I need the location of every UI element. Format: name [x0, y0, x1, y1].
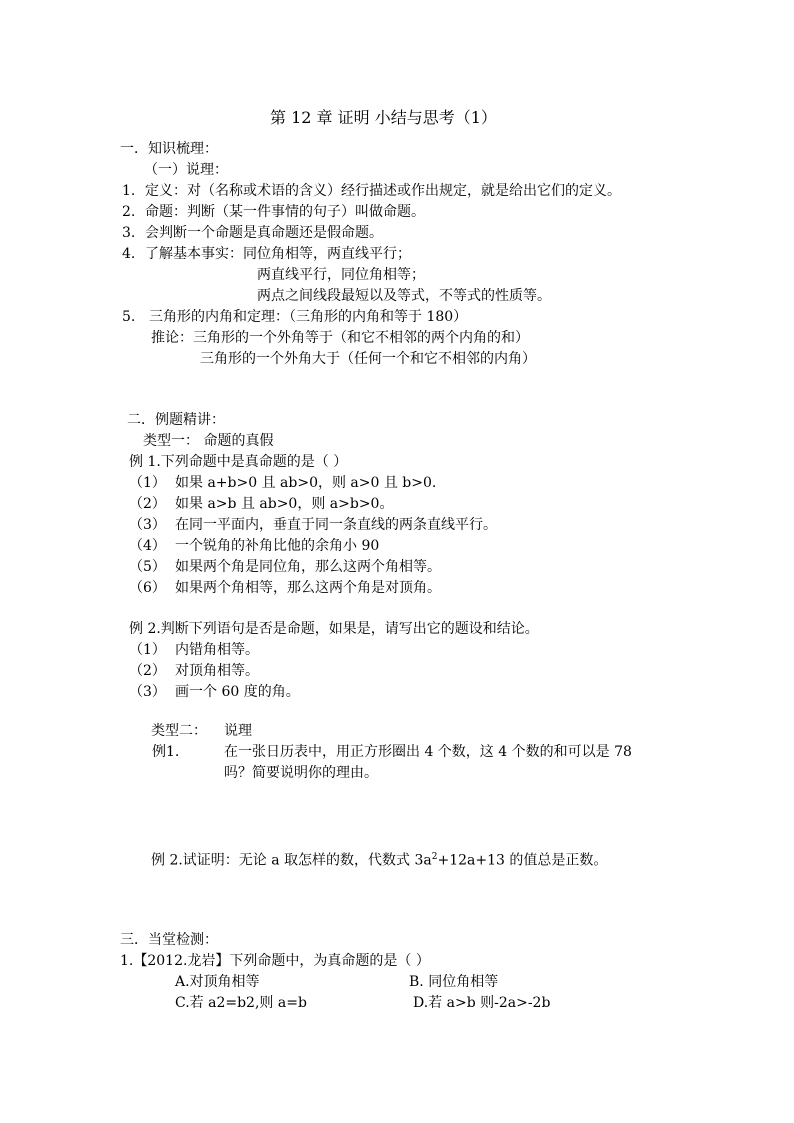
- proof-example-part: +12a+13 的值总是正数。: [437, 852, 608, 869]
- option-d: D.若 a>b 则-2a>-2b: [413, 995, 551, 1011]
- item-angle-sum: 三角形的内角和定理：（三角形的内角和等于 180）: [149, 309, 468, 325]
- option-text: 如果 a>b 且 ab>0，则 a>b>0。: [175, 496, 394, 512]
- option-number: （5）: [129, 559, 166, 575]
- item-number: 4.: [122, 246, 136, 262]
- item-basic-facts: 了解基本事实：同位角相等，两直线平行；: [145, 246, 411, 262]
- item-number: 1.: [122, 183, 136, 199]
- example2-stem: 例 2.判断下列语句是否是命题，如果是，请写出它的题设和结论。: [129, 621, 539, 637]
- example1-stem: 例 1.下列命题中是真命题的是（ ）: [129, 454, 348, 470]
- item-number: 5.: [122, 309, 136, 325]
- calendar-example-text: 在一张日历表中，用正方形圈出 4 个数，这 4 个数的和可以是 78: [224, 744, 632, 760]
- page-title: 第 12 章 证明 小结与思考（1）: [270, 108, 497, 127]
- option-number: （6）: [129, 580, 166, 596]
- option-number: （1）: [129, 475, 166, 491]
- option-text: 如果两个角相等，那么这两个角是对顶角。: [175, 580, 441, 596]
- option-number: （4）: [129, 538, 166, 554]
- type2-label: 类型二：: [151, 723, 207, 739]
- option-number: （3）: [129, 684, 166, 700]
- item-basic-facts-cont: 两点之间线段最短以及等式，不等式的性质等。: [257, 288, 551, 304]
- exponent: 2: [431, 852, 438, 862]
- section3-heading: 三．当堂检测：: [120, 932, 218, 948]
- option-number: （3）: [129, 517, 166, 533]
- option-number: （2）: [129, 663, 166, 679]
- option-text: 画一个 60 度的角。: [175, 684, 300, 700]
- question1-stem: 1.【2012.龙岩】下列命题中，为真命题的是（ ）: [120, 953, 430, 969]
- section1-subheading: （一）说理：: [144, 162, 228, 178]
- option-text: 如果 a+b>0 且 ab>0，则 a>0 且 b>0.: [175, 475, 437, 491]
- type1-heading: 类型一： 命题的真假: [143, 433, 274, 449]
- calendar-example-text: 吗？简要说明你的理由。: [224, 765, 378, 781]
- option-number: （2）: [129, 496, 166, 512]
- option-c: C.若 a2=b2,则 a=b: [175, 995, 307, 1011]
- item-basic-facts-cont: 两直线平行，同位角相等；: [257, 267, 425, 283]
- option-text: 对顶角相等。: [175, 663, 259, 679]
- item-judge: 会判断一个命题是真命题还是假命题。: [145, 225, 383, 241]
- item-number: 3.: [122, 225, 136, 241]
- option-b: B. 同位角相等: [409, 974, 499, 990]
- calendar-example-label: 例1.: [152, 744, 180, 760]
- item-proposition: 命题：判断（某一件事情的句子）叫做命题。: [145, 204, 425, 220]
- type2-title: 说理: [224, 723, 252, 739]
- corollary-line: 推论：三角形的一个外角等于（和它不相邻的两个内角的和）: [151, 330, 529, 346]
- option-a: A.对顶角相等: [175, 974, 260, 990]
- proof-example-part: 例 2.试证明：无论 a 取怎样的数，代数式 3a: [151, 852, 432, 869]
- item-number: 2.: [122, 204, 136, 220]
- option-text: 如果两个角是同位角，那么这两个角相等。: [175, 559, 441, 575]
- option-text: 在同一平面内，垂直于同一条直线的两条直线平行。: [175, 517, 497, 533]
- item-definition: 定义：对（名称或术语的含义）经行描述或作出规定，就是给出它们的定义。: [145, 183, 621, 199]
- option-text: 内错角相等。: [175, 642, 259, 658]
- section1-heading: 一．知识梳理：: [120, 141, 218, 157]
- option-number: （1）: [129, 642, 166, 658]
- section2-heading: 二．例题精讲：: [127, 412, 225, 428]
- corollary-line: 三角形的一个外角大于（任何一个和它不相邻的内角）: [200, 351, 536, 367]
- proof-example: [151, 848, 607, 870]
- option-text: 一个锐角的补角比他的余角小 90: [175, 538, 380, 554]
